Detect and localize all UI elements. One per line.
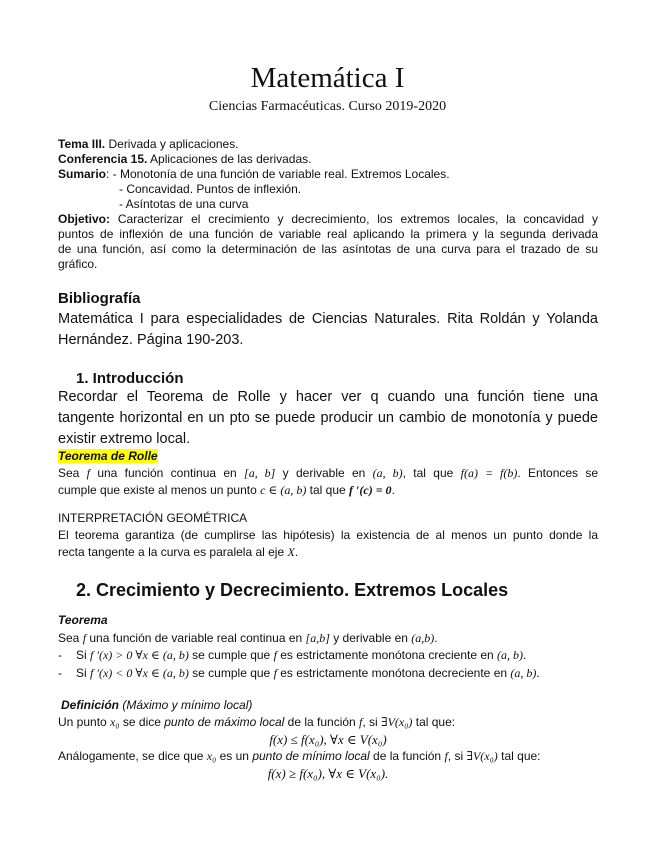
definicion-text: , si [362, 715, 382, 729]
maximo-formula: f(x) ≤ f(x₀), ∀x ∈ V(x₀) [269, 732, 387, 747]
math-equation: f(a) = f(b) [460, 466, 518, 480]
minimo-formula: f(x) ≥ f(x₀), ∀x ∈ V(x₀). [267, 766, 389, 781]
bullet-dash: - [58, 648, 62, 662]
definicion-text: de la función [369, 749, 445, 763]
bullet-text: se cumple que [188, 648, 274, 662]
math-neighborhood: ∃V(x₀) [381, 715, 413, 729]
math-interval: (a,b) [411, 630, 435, 645]
math-neighborhood: ∃V(x₀) [466, 749, 498, 763]
math-interval: (a, b) [372, 466, 403, 480]
definicion-text: tal que: [412, 715, 456, 729]
objetivo-text: puntos de inflexión de una función de variable real aplicando la primera y la segunda derivada [58, 227, 598, 241]
page-subtitle: Ciencias Farmacéuticas. Curso 2019-2020 [208, 99, 447, 114]
interpretacion-text: . [294, 545, 299, 559]
objetivo-text: Caracterizar el crecimiento y decrecimiento, los extremos locales, la concavidad y [110, 212, 598, 226]
interpretacion-heading: INTERPRETACIÓN GEOMÉTRICA [58, 511, 248, 525]
teorema-line [58, 630, 598, 648]
rolle-text: cumple que existe al menos un punto [58, 483, 261, 497]
bullet-text: . [536, 665, 540, 680]
definicion-label: Definición [61, 698, 120, 712]
math-f: f [273, 648, 277, 662]
math-condition: f ′(x) > 0 ∀x ∈ (a, b) [90, 648, 189, 662]
bibliografia-line: Matemática I para especialidades de Ciencias Naturales. Rita Roldán y Yolanda [58, 311, 598, 327]
sumario-label: Sumario [58, 167, 107, 181]
section2-heading: 2. Crecimiento y Decrecimiento. Extremos Locales [76, 580, 509, 600]
teorema-text: . [434, 630, 438, 645]
math-f: f [273, 665, 277, 680]
bullet-text: se cumple que [188, 665, 274, 680]
rolle-line-1 [58, 466, 598, 481]
bibliografia-line: Hernández. Página 190-203. [58, 332, 244, 348]
bullet-decreciente [58, 665, 598, 683]
interpretacion-block [58, 510, 598, 561]
teorema-label: Teorema [58, 613, 108, 627]
term-minimo-local: punto de mínimo local [252, 749, 370, 763]
rolle-text: una función continua en [90, 466, 245, 480]
definicion-text: Un punto [58, 715, 111, 729]
math-condition: f ′(x) < 0 ∀x ∈ (a, b) [90, 665, 189, 680]
rolle-text: , tal que [402, 466, 461, 480]
sumario-item: - Asíntotas de una curva [119, 197, 249, 211]
rolle-label: Teorema de Rolle [58, 449, 158, 463]
interpretacion-line: El teorema garantiza (de cumplirse las hipótesis) la existencia de al menos un punto donde la [58, 528, 598, 542]
rolle-text: . Entonces se [517, 466, 599, 480]
rolle-label-line [58, 449, 598, 464]
objetivo-text: de una función, así como la determinación de las asíntotas de una curva para el trazado de su [58, 242, 598, 256]
sumario-item: : - Monotonía de una función de variable real. Extremos Locales. [106, 167, 450, 181]
teorema-text: y derivable en [329, 630, 412, 645]
term-maximo-local: punto de máximo local [164, 715, 285, 729]
definicion-text: , si [447, 749, 467, 763]
math-f: f [444, 749, 448, 763]
bullet-text: es estrictamente monótona creciente en [276, 648, 498, 662]
introduccion-line: tangente horizontal en un pto se puede producir un cambio de monotonía y puede [58, 410, 598, 426]
introduccion-heading: 1. Introducción [76, 370, 184, 387]
math-x0: x₀ [110, 715, 120, 729]
bullet-text: Si [76, 665, 91, 680]
bullet-text: es estrictamente monótona decreciente en [276, 665, 511, 680]
objetivo-line [58, 212, 598, 227]
tema-label: Tema III. [58, 137, 106, 151]
definicion-block [58, 697, 598, 782]
rolle-text: Sea [58, 466, 87, 480]
math-f: f [86, 466, 91, 480]
teorema-block [58, 612, 598, 682]
math-f: f [82, 630, 87, 645]
math-c: c ∈ (a, b) [260, 483, 307, 497]
math-interval: (a, b) [497, 648, 524, 662]
definicion-subtitle: (Máximo y mínimo local) [119, 698, 253, 712]
definicion-text: tal que: [497, 749, 541, 763]
bullet-creciente [58, 647, 598, 665]
teorema-text: una función de variable real continua en [86, 630, 306, 645]
sumario-line [58, 167, 598, 182]
math-interval: (a, b) [510, 665, 537, 680]
math-x0: x₀ [206, 749, 217, 763]
bibliografia-text [58, 309, 598, 351]
introduccion-line: existir extremo local. [58, 431, 191, 447]
rolle-block [58, 449, 598, 498]
objetivo-text: gráfico. [58, 257, 98, 271]
conferencia-text: Aplicaciones de las derivadas. [147, 152, 312, 166]
rolle-text: . [391, 483, 395, 497]
rolle-line-2 [58, 483, 598, 498]
bullet-text: Si [76, 648, 91, 662]
conferencia-label: Conferencia 15. [58, 152, 148, 166]
math-equation: f ′(c) = 0 [349, 483, 392, 497]
tema-text: Derivada y aplicaciones. [105, 137, 239, 151]
bullet-dash: - [58, 665, 62, 680]
conferencia-line [58, 152, 598, 167]
definicion-text: Análogamente, se dice que [58, 749, 207, 763]
definicion-heading [58, 697, 598, 714]
maximo-line [58, 714, 598, 731]
minimo-line [58, 748, 598, 765]
math-f: f [359, 715, 363, 729]
interpretacion-line [58, 544, 598, 561]
definicion-text: es un [216, 749, 253, 763]
rolle-text: tal que [306, 483, 350, 497]
math-interval: [a, b] [244, 466, 276, 480]
definicion-text: de la función [284, 715, 360, 729]
page-title: Matemática I [250, 62, 405, 94]
teorema-text: Sea [58, 630, 83, 645]
interpretacion-text: recta tangente a la curva es paralela al eje [58, 545, 288, 559]
introduccion-line: Recordar el Teorema de Rolle y hacer ver q cuando una función tiene una [58, 389, 598, 405]
bibliografia-heading: Bibliografía [58, 290, 141, 307]
bullet-text: . [523, 648, 527, 662]
tema-line [58, 137, 598, 152]
definicion-text: se dice [119, 715, 165, 729]
math-interval: [a,b] [305, 630, 330, 645]
objetivo-label: Objetivo: [58, 212, 111, 226]
rolle-text: y derivable en [275, 466, 373, 480]
math-x-axis: X [287, 545, 295, 559]
info-block [58, 137, 598, 272]
sumario-item: - Concavidad. Puntos de inflexión. [119, 182, 302, 196]
introduccion-text [58, 387, 598, 450]
